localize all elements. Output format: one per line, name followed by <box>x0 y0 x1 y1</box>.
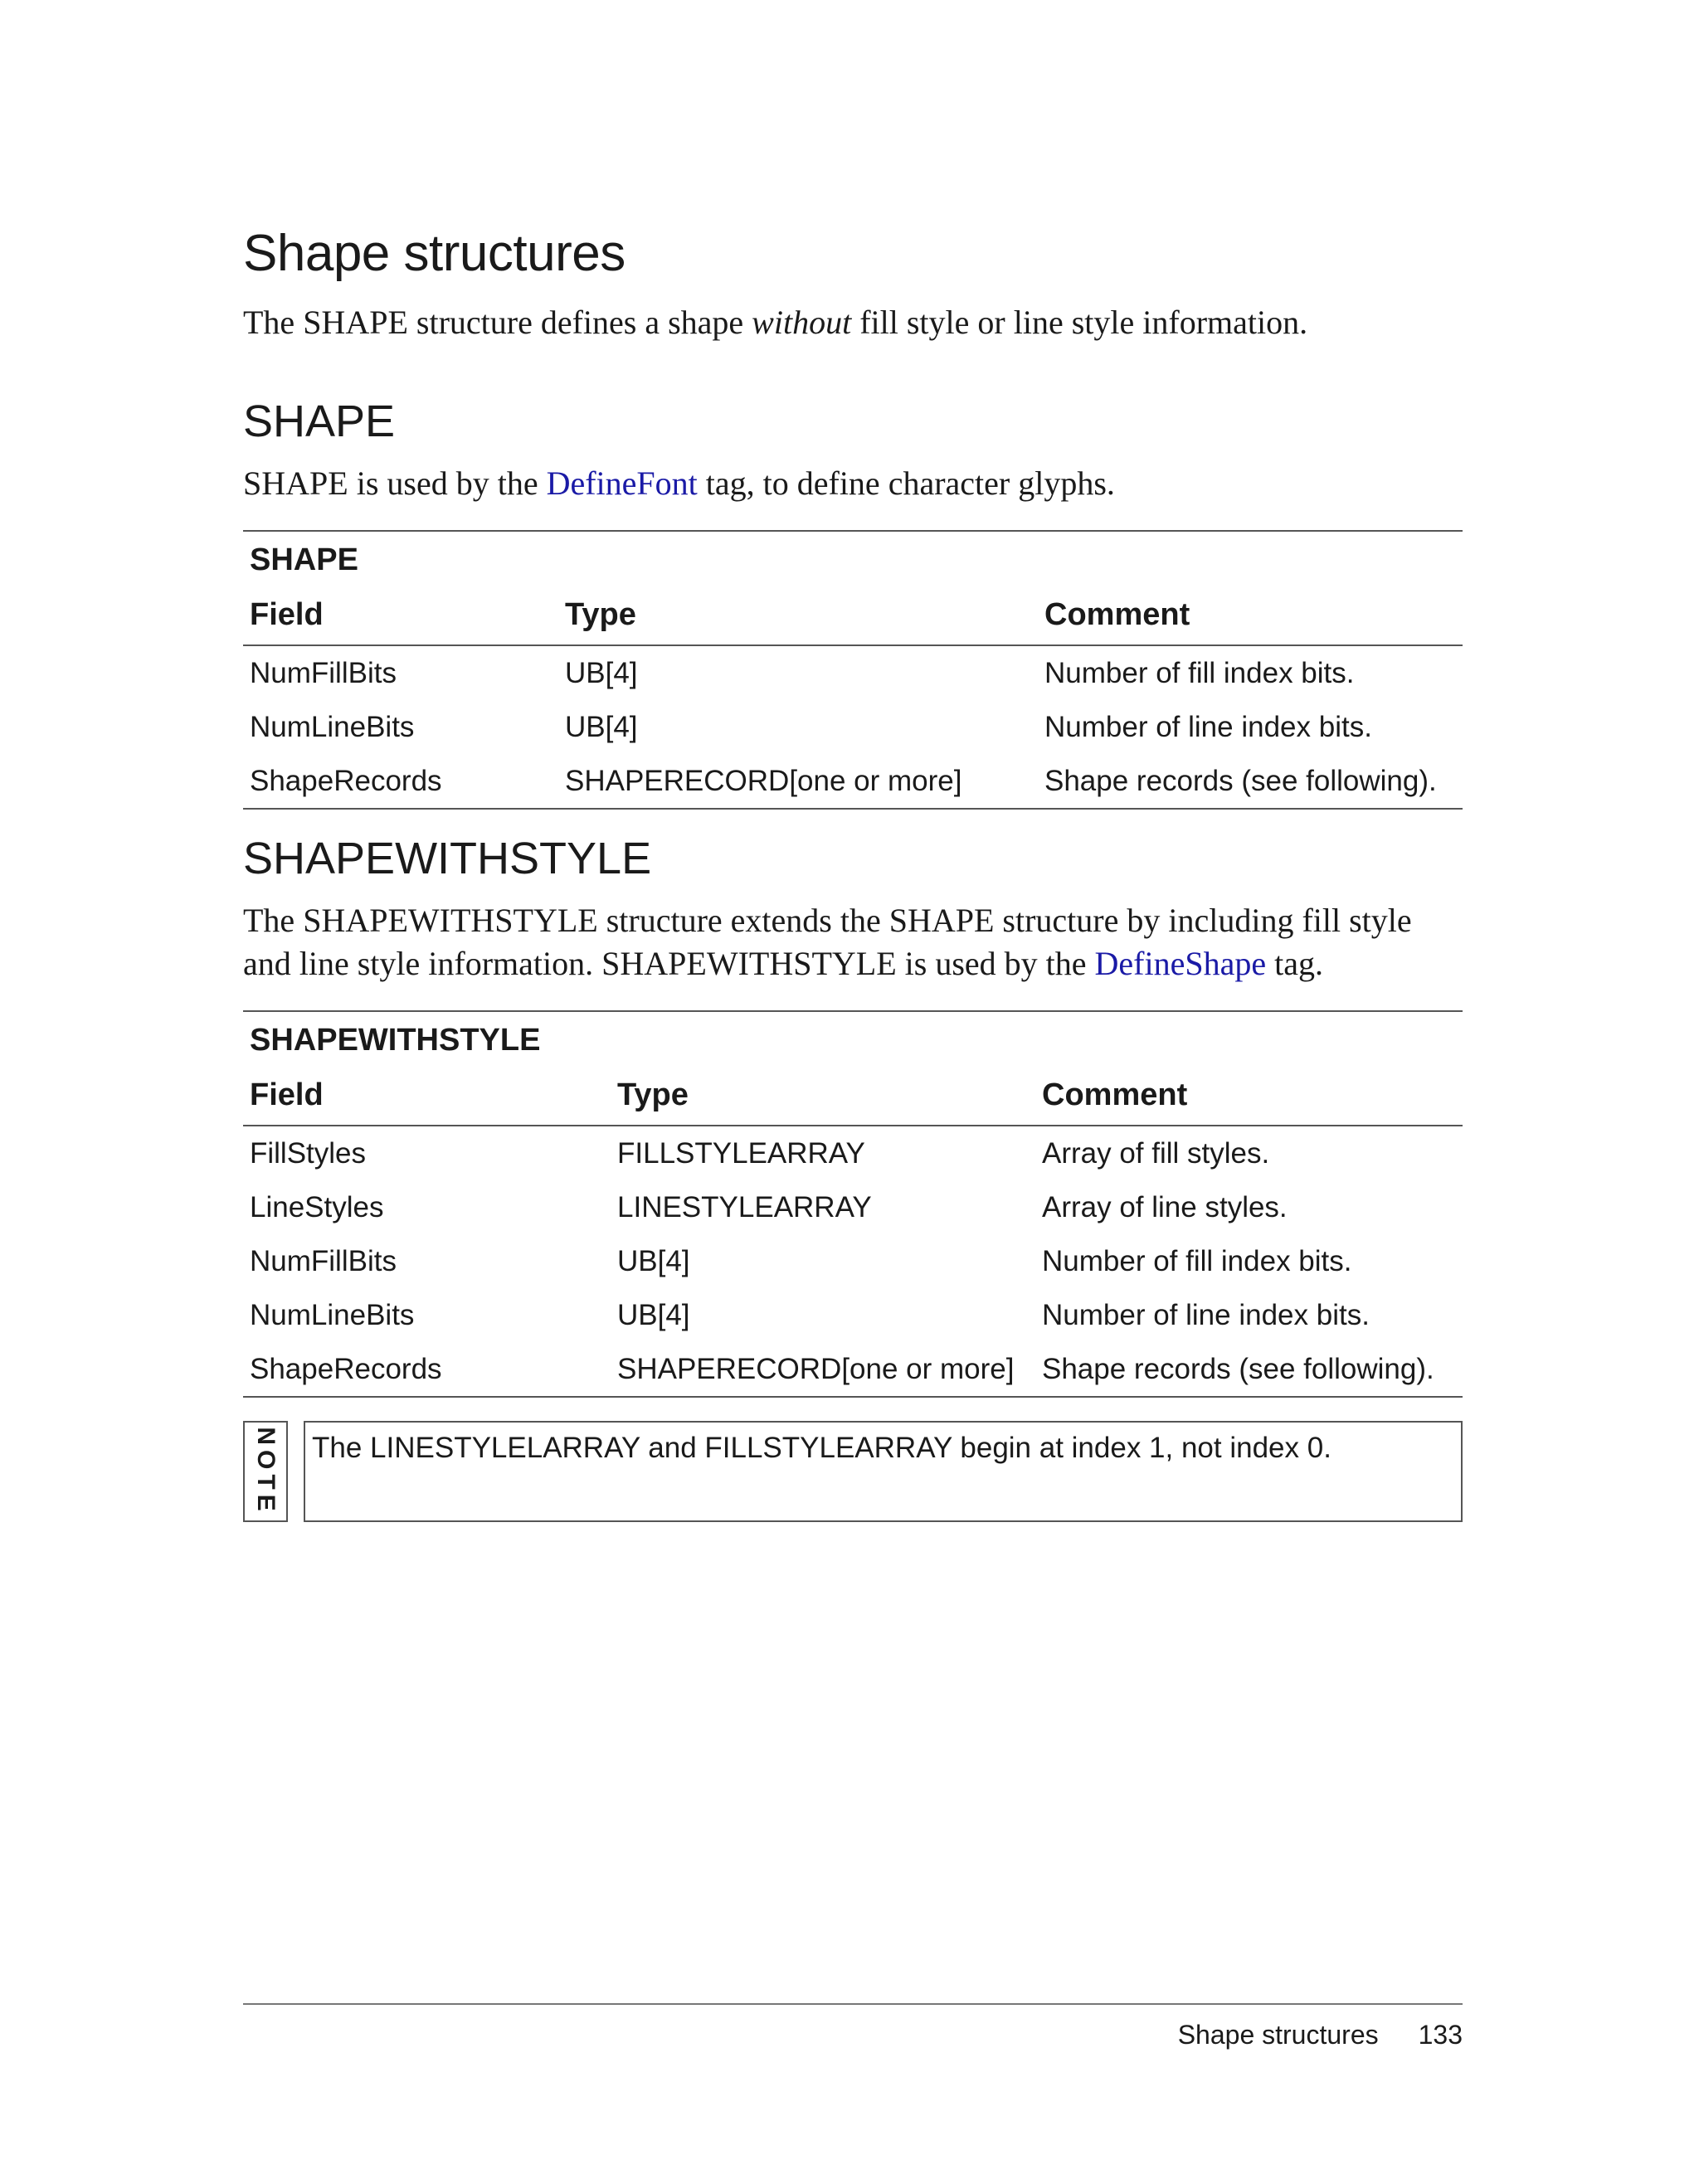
shape-description <box>243 462 1463 505</box>
shape-table <box>243 530 1463 810</box>
comment-cell: Shape records (see following). <box>1038 754 1463 809</box>
type-cell: SHAPERECORD[one or more] <box>558 754 1038 809</box>
table-caption: SHAPE <box>243 531 1463 585</box>
column-header-type: Type <box>558 585 1038 645</box>
type-cell: UB[4] <box>565 710 638 743</box>
intro-text-before: The SHAPE structure defines a shape <box>243 304 752 342</box>
intro-emphasis: without <box>752 304 852 342</box>
table-row <box>243 645 1463 700</box>
note-text: The LINESTYLELARRAY and FILLSTYLEARRAY begin at index 1, not index 0. <box>304 1421 1463 1522</box>
shape-desc-before: SHAPE is used by the <box>243 465 547 503</box>
table-caption: SHAPEWITHSTYLE <box>243 1011 1463 1065</box>
field-cell: ShapeRecords <box>243 754 558 809</box>
footer-section-title: Shape structures <box>1177 2020 1379 2050</box>
page-title: Shape structures <box>243 225 626 282</box>
field-cell: NumLineBits <box>250 1298 415 1331</box>
field-cell: LineStyles <box>250 1190 384 1223</box>
type-cell: UB[4] <box>565 656 638 689</box>
shape-heading: SHAPE <box>243 396 396 447</box>
field-cell: NumLineBits <box>250 710 415 743</box>
comment-cell: Array of line styles. <box>1042 1190 1288 1223</box>
shape-desc-after: tag, to define character glyphs. <box>697 465 1115 503</box>
sws-desc-before: The SHAPEWITHSTYLE structure extends the SHAPE structure by including fill style and line style information. SHAPEWITHSTYLE is used by the <box>243 902 1412 983</box>
comment-cell: Number of line index bits. <box>1042 1298 1370 1331</box>
shapewithstyle-table <box>243 1010 1463 1398</box>
column-header-field: Field <box>243 585 558 645</box>
shapewithstyle-heading: SHAPEWITHSTYLE <box>243 834 652 884</box>
page-number: 133 <box>1418 2020 1463 2050</box>
type-cell: LINESTYLEARRAY <box>617 1190 872 1223</box>
note-callout <box>243 1421 1463 1524</box>
comment-cell: Number of fill index bits. <box>1042 1244 1352 1277</box>
page-footer <box>243 2003 1463 2050</box>
column-header-comment: Comment <box>1038 585 1463 645</box>
type-cell: UB[4] <box>617 1298 690 1331</box>
type-cell: UB[4] <box>617 1244 690 1277</box>
table-row <box>243 1180 1463 1234</box>
intro-text-after: fill style or line style information. <box>851 304 1308 342</box>
field-cell: NumFillBits <box>250 1244 397 1277</box>
field-cell: FillStyles <box>250 1136 367 1170</box>
field-cell: ShapeRecords <box>243 1342 611 1397</box>
table-row <box>243 1342 1463 1397</box>
intro-paragraph <box>243 301 1463 344</box>
note-tab <box>243 1421 288 1522</box>
table-row <box>243 1234 1463 1288</box>
document-page <box>243 224 1463 1524</box>
table-row <box>243 1126 1463 1180</box>
comment-cell: Shape records (see following). <box>1035 1342 1463 1397</box>
note-tab-label: NOTE <box>252 1427 280 1517</box>
type-cell: SHAPERECORD[one or more] <box>611 1342 1035 1397</box>
sws-desc-after: tag. <box>1266 945 1323 983</box>
column-header-field: Field <box>243 1065 611 1126</box>
table-row <box>243 700 1463 754</box>
comment-cell: Array of fill styles. <box>1042 1136 1270 1170</box>
shapewithstyle-description <box>243 899 1463 985</box>
column-header-type: Type <box>611 1065 1035 1126</box>
definefont-link[interactable]: DefineFont <box>546 465 698 503</box>
type-cell: FILLSTYLEARRAY <box>617 1136 865 1170</box>
comment-cell: Number of line index bits. <box>1044 710 1372 743</box>
column-header-comment: Comment <box>1035 1065 1463 1126</box>
defineshape-link[interactable]: DefineShape <box>1094 945 1267 983</box>
table-row <box>243 1288 1463 1342</box>
field-cell: NumFillBits <box>250 656 397 689</box>
comment-cell: Number of fill index bits. <box>1044 656 1355 689</box>
table-row <box>243 754 1463 809</box>
